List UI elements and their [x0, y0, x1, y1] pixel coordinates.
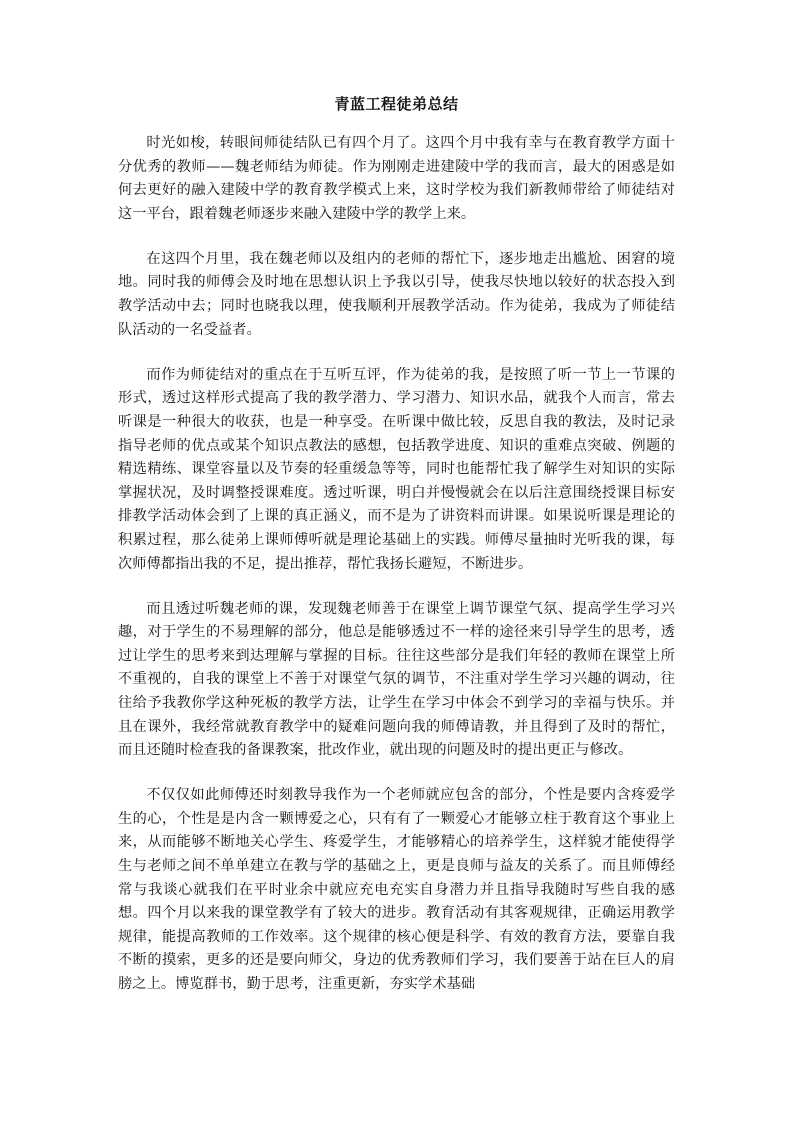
paragraph-5: 不仅仅如此师傅还时刻教导我作为一个老师就应包含的部分，个性是要内含疼爱学生的心，个性是是内含一颗博爱之心，只有有了一颗爱心才能够立柱于教育这个事业上来，从而能够不断地关心学生、疼爱学生，才能够精心的培养学生，这样貌才能使得学生与老师之间不单单建立在教与学的基础之上，更是良师与益友的关系了。而且师傅经常与我谈心就我们在平时业余中就应充电充实自身潜力并且指导我随时写些自我的感想。四个月以来我的课堂教学有了较大的进步。教育活动有其客观规律，正确运用教学规律，能提高教师的工作效率。这个规律的核心便是科学、有效的教育方法，要靠自我不断的摸索，更多的还是要向师父，身边的优秀教师们学习，我们要善于站在巨人的肩膀之上。博览群书，勤于思考，注重更新，夯实学术基础	[118, 787, 675, 992]
document-body	[118, 132, 675, 997]
paragraph-2: 在这四个月里，我在魏老师以及组内的老师的帮忙下，逐步地走出尴尬、困窘的境地。同时我的师傅会及时地在思想认识上予我以引导，使我尽快地以较好的状态投入到教学活动中去；同时也晓我以理，使我顺利开展教学活动。作为徒弟，我成为了师徒结队活动的一名受益者。	[118, 250, 675, 338]
paragraph-1: 时光如梭，转眼间师徒结队已有四个月了。这四个月中我有幸与在教育教学方面十分优秀的教师——魏老师结为师徒。作为刚刚走进建陵中学的我而言，最大的困惑是如何去更好的融入建陵中学的教育教学模式上来，这时学校为我们新教师带给了师徒结对这一平台，跟着魏老师逐步来融入建陵中学的教学上来。	[118, 135, 675, 222]
paragraph-3: 而作为师徒结对的重点在于互听互评，作为徒弟的我，是按照了听一节上一节课的形式，透过这样形式提高了我的教学潜力、学习潜力、知识水品，就我个人而言，常去听课是一种很大的收获，也是一种享受。在听课中做比较，反思自我的教法，及时记录指导老师的优点或某个知识点教法的感想，包括教学进度、知识的重难点突破、例题的精选精练、课堂容量以及节奏的轻重缓急等等，同时也能帮忙我了解学生对知识的实际掌握状况，及时调整授课难度。透过听课，明白并慢慢就会在以后注意围绕授课目标安排教学活动体会到了上课的真正涵义，而不是为了讲资料而讲课。如果说听课是理论的积累过程，那么徒弟上课师傅听就是理论基础上的实践。师傅尽量抽时光听我的课，每次师傅都指出我的不足，提出推荐，帮忙我扬长避短，不断进步。	[118, 366, 675, 572]
document-title: 青蓝工程徒弟总结	[334, 95, 459, 113]
paragraph-4: 而且透过听魏老师的课，发现魏老师善于在课堂上调节课堂气氛、提高学生学习兴趣，对于学生的不易理解的部分，他总是能够透过不一样的途径来引导学生的思考，透过让学生的思考来到达理解与掌握的目标。往往这些部分是我们年轻的教师在课堂上所不重视的，自我的课堂上不善于对课堂气氛的调节，不注重对学生学习兴趣的调动，往往给予我教你学这种死板的教学方法，让学生在学习中体会不到学习的幸福与快乐。并且在课外，我经常就教育教学中的疑难问题向我的师傅请教，并且得到了及时的帮忙，而且还随时检查我的备课教案，批改作业，就出现的问题及时的提出更正与修改。	[118, 600, 675, 759]
